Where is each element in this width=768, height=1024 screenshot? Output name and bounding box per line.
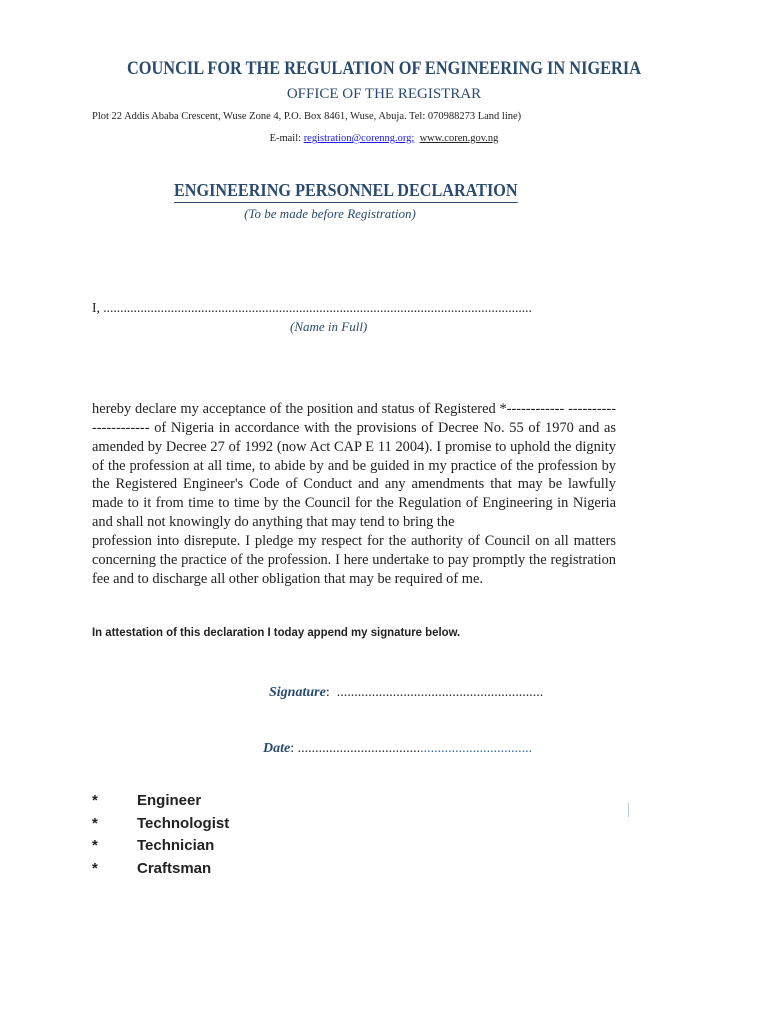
- category-label: Engineer: [137, 792, 202, 809]
- date-label: Date: [263, 741, 291, 756]
- name-prefix: I,: [92, 300, 104, 315]
- name-field[interactable]: [92, 300, 532, 316]
- category-label: Craftsman: [137, 859, 212, 877]
- declaration-body: [92, 400, 616, 588]
- name-caption: (Name in Full): [290, 319, 368, 334]
- body-paragraph-2: profession into disrepute. I pledge my respect for the authority of Council on all matters concerning the practice of the profession. I here undertake to pay promptly the registration fee and to discharge all other obligation that may be required of me.: [92, 532, 616, 587]
- list-item: [92, 837, 229, 860]
- declaration-title: ENGINEERING PERSONNEL DECLARATION: [174, 180, 518, 203]
- attestation-text: In attestation of this declaration I today append my signature below.: [92, 625, 461, 639]
- list-item: [92, 815, 229, 838]
- email-prefix: E-mail:: [269, 133, 304, 144]
- signature-colon: :: [325, 685, 330, 700]
- website-link[interactable]: www.coren.gov.ng: [419, 133, 499, 144]
- date-dots-2: ................................: [420, 741, 533, 756]
- list-item: [92, 792, 229, 815]
- office-address: Plot 22 Addis Ababa Crescent, Wuse Zone 4, P.O. Box 8461, Wuse, Abuja. Tel: 070988273 Land line): [92, 111, 522, 122]
- date-colon: :: [290, 741, 295, 756]
- office-title: OFFICE OF THE REGISTRAR: [286, 86, 482, 102]
- signature-dots: ...........................................................: [336, 685, 544, 700]
- declaration-subtitle: (To be made before Registration): [244, 206, 416, 221]
- list-item: [92, 860, 229, 883]
- text-cursor-mark: [628, 803, 629, 817]
- signature-label: Signature: [269, 685, 326, 700]
- name-dots: ...............................................................................................................................: [103, 300, 532, 315]
- bullet-marker: *: [92, 859, 98, 877]
- bullet-marker: *: [92, 792, 98, 809]
- category-list: [92, 792, 229, 882]
- category-label: Technician: [137, 837, 215, 854]
- signature-field[interactable]: [269, 685, 543, 701]
- bullet-marker: *: [92, 837, 98, 854]
- date-dots-1: ...................................: [297, 741, 421, 756]
- bullet-marker: *: [92, 814, 98, 832]
- body-paragraph-1: hereby declare my acceptance of the position and status of Registered *------------ ---------------------- of Nigeria in accordance with the provisions of Decree No. 55 of 1970 and as amended by Decree 27 of 1992 (now Act CAP E 11 2004). I promise to uphold the dignity of the profession at all time, to abide by and be guided in my practice of the profession by the Registered Engineer's Code of Conduct and any amendments that may be lawfully made to it from time to time by the Council for the Regulation of Engineering in Nigeria and shall not knowingly do anything that may tend to bring the: [92, 401, 616, 531]
- email-link[interactable]: registration@corenng.org;: [303, 133, 415, 144]
- contact-line: [0, 133, 768, 144]
- category-label: Technologist: [137, 814, 230, 832]
- council-name: COUNCIL FOR THE REGULATION OF ENGINEERING IN NIGERIA: [126, 58, 642, 79]
- date-field[interactable]: [263, 741, 532, 757]
